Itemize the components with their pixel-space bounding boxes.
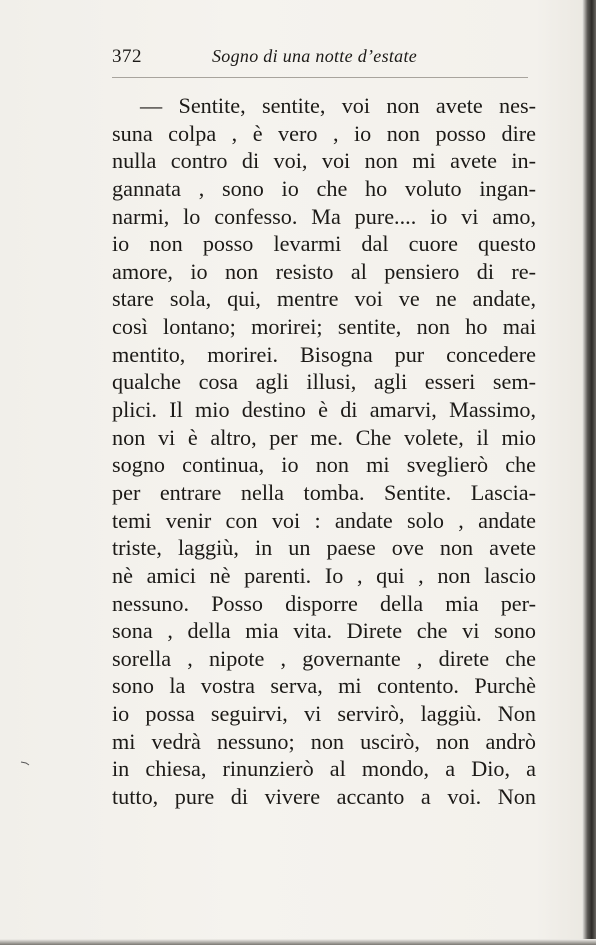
text-line: sogno continua, io non mi sveglierò che xyxy=(112,452,536,478)
text-line: io possa seguirvi, vi servirò, laggiù. Non xyxy=(112,701,536,727)
text-line: non vi è altro, per me. Che volete, il mio xyxy=(112,424,536,450)
header-rule xyxy=(112,77,528,78)
text-line: qualche cosa agli illusi, agli esseri sem- xyxy=(112,369,536,395)
text-line: così lontano; morirei; sentite, non ho mai xyxy=(112,314,536,340)
text-line: mi vedrà nessuno; non uscirò, non andrò xyxy=(112,728,536,754)
page-bottom-edge xyxy=(0,939,596,945)
text-line: per entrare nella tomba. Sentite. Lascia- xyxy=(112,479,536,505)
text-line: triste, laggiù, in un paese ove non avete xyxy=(112,535,536,561)
text-line: stare sola, qui, mentre voi ve ne andate, xyxy=(112,286,536,312)
text-line: nulla contro di voi, voi non mi avete in- xyxy=(112,148,536,174)
text-line: io non posso levarmi dal cuore questo xyxy=(112,231,536,257)
text-line: narmi, lo confesso. Ma pure.... io vi amo, xyxy=(112,203,536,229)
text-line: suna colpa , è vero , io non posso dire xyxy=(112,120,536,146)
text-line: nè amici nè parenti. Io , qui , non lascio xyxy=(112,562,536,588)
text-line: — Sentite, sentite, voi non avete nes- xyxy=(140,93,536,118)
text-line: in chiesa, rinunzierò al mondo, a Dio, a xyxy=(112,756,536,782)
text-line: sono la vostra serva, mi contento. Purchè xyxy=(112,673,536,699)
text-line: nessuno. Posso disporre della mia per- xyxy=(112,590,536,616)
text-line: tutto, pure di vivere accanto a voi. Non xyxy=(112,784,536,810)
text-line: amore, io non resisto al pensiero di re- xyxy=(112,258,536,284)
page-header xyxy=(112,46,530,70)
text-line: sorella , nipote , governante , direte che xyxy=(112,645,536,671)
page-number: 372 xyxy=(112,46,142,67)
margin-speck xyxy=(20,758,30,764)
text-line: temi venir con voi : andate solo , andate xyxy=(112,507,536,533)
text-line: plici. Il mio destino è di amarvi, Massimo, xyxy=(112,397,536,423)
text-line: sona , della mia vita. Direte che vi sono xyxy=(112,618,536,644)
text-line: gannata , sono io che ho voluto ingan- xyxy=(112,175,536,201)
text-line: mentito, morirei. Bisogna pur concedere xyxy=(112,341,536,367)
page-gutter-shadow xyxy=(582,0,596,945)
running-title: Sogno di una notte d’estate xyxy=(212,46,418,66)
body-text xyxy=(112,92,536,811)
